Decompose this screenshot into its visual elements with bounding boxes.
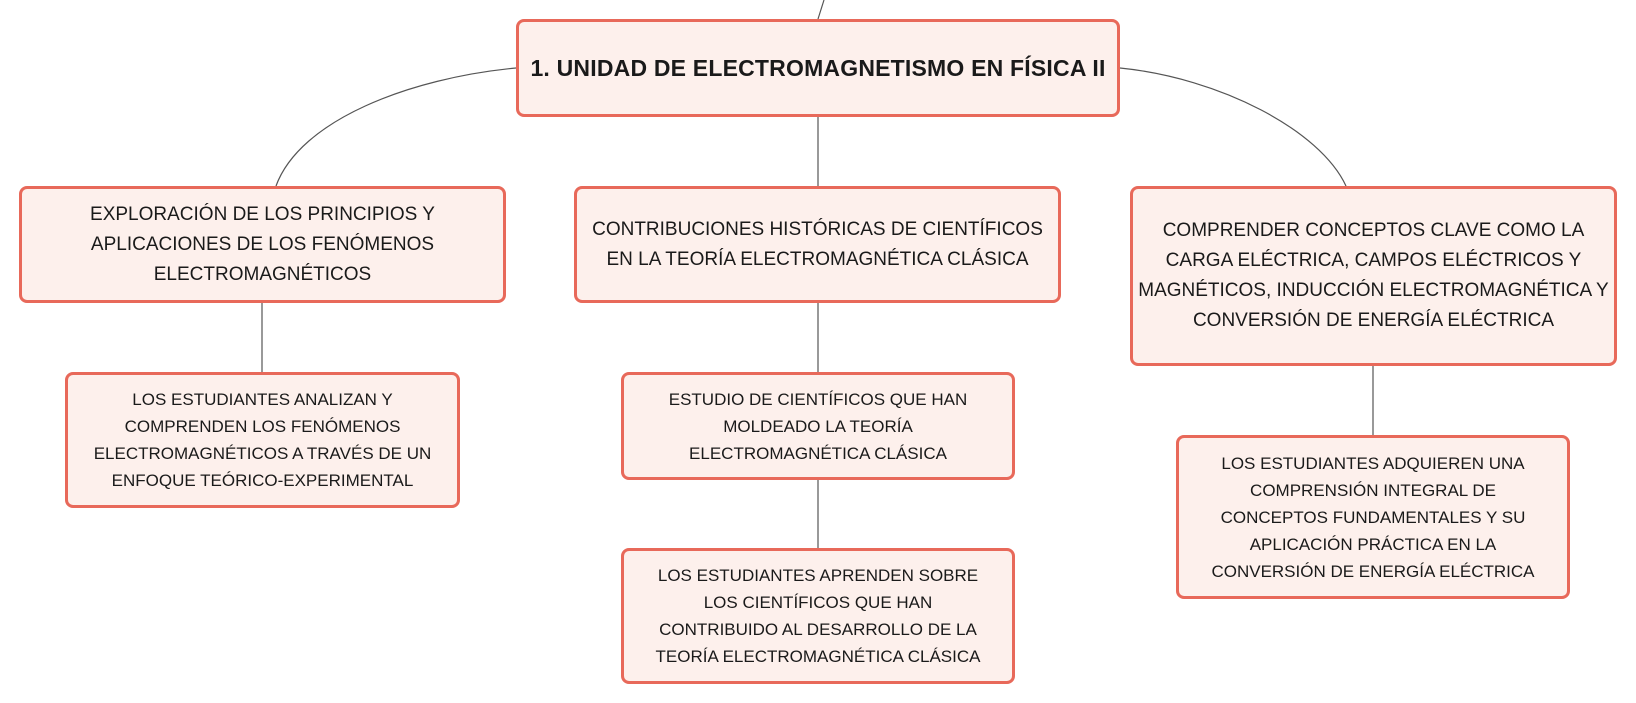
connector-root-branch-3 [1120,68,1346,186]
branch-1-child-1-node[interactable] [65,372,460,508]
branch-2-child-1-node[interactable] [621,372,1015,480]
branch-1-child-1-label: LOS ESTUDIANTES ANALIZAN Y COMPRENDEN LOS FENÓMENOS ELECTROMAGNÉTICOS A TRAVÉS DE UN ENFOQUE TEÓRICO-EXPERIMENTAL [93,390,432,490]
branch-1-label: EXPLORACIÓN DE LOS PRINCIPIOS Y APLICACIONES DE LOS FENÓMENOS ELECTROMAGNÉTICOS [90,203,435,285]
root-topic-node[interactable] [516,19,1120,117]
branch-3-label: COMPRENDER CONCEPTOS CLAVE COMO LA CARGA ELÉCTRICA, CAMPOS ELÉCTRICOS Y MAGNÉTICOS, INDUCCIÓN ELECTROMAGNÉTICA Y CONVERSIÓN DE ENERGÍA ELÉCTRICA [1138,220,1609,331]
branch-3-child-1-label: LOS ESTUDIANTES ADQUIEREN UNA COMPRENSIÓN INTEGRAL DE CONCEPTOS FUNDAMENTALES Y SU APLICACIÓN PRÁCTICA EN LA CONVERSIÓN DE ENERGÍA ELÉCTRICA [1211,453,1535,581]
root-topic-label: 1. UNIDAD DE ELECTROMAGNETISMO EN FÍSICA II [530,54,1106,81]
branch-3-child-1-node[interactable] [1176,435,1570,599]
branch-2-label: CONTRIBUCIONES HISTÓRICAS DE CIENTÍFICOS EN LA TEORÍA ELECTROMAGNÉTICA CLÁSICA [592,218,1043,270]
connector-to-parent [818,0,824,19]
branch-2-node[interactable] [574,186,1061,303]
connector-root-branch-1 [276,68,516,186]
branch-3-node[interactable] [1130,186,1617,366]
branch-2-child-2-label: LOS ESTUDIANTES APRENDEN SOBRE LOS CIENTÍFICOS QUE HAN CONTRIBUIDO AL DESARROLLO DE LA TEORÍA ELECTROMAGNÉTICA CLÁSICA [655,566,981,666]
branch-1-node[interactable] [19,186,506,303]
branch-2-child-1-label: ESTUDIO DE CIENTÍFICOS QUE HAN MOLDEADO LA TEORÍA ELECTROMAGNÉTICA CLÁSICA [668,389,968,463]
branch-2-child-2-node[interactable] [621,548,1015,684]
